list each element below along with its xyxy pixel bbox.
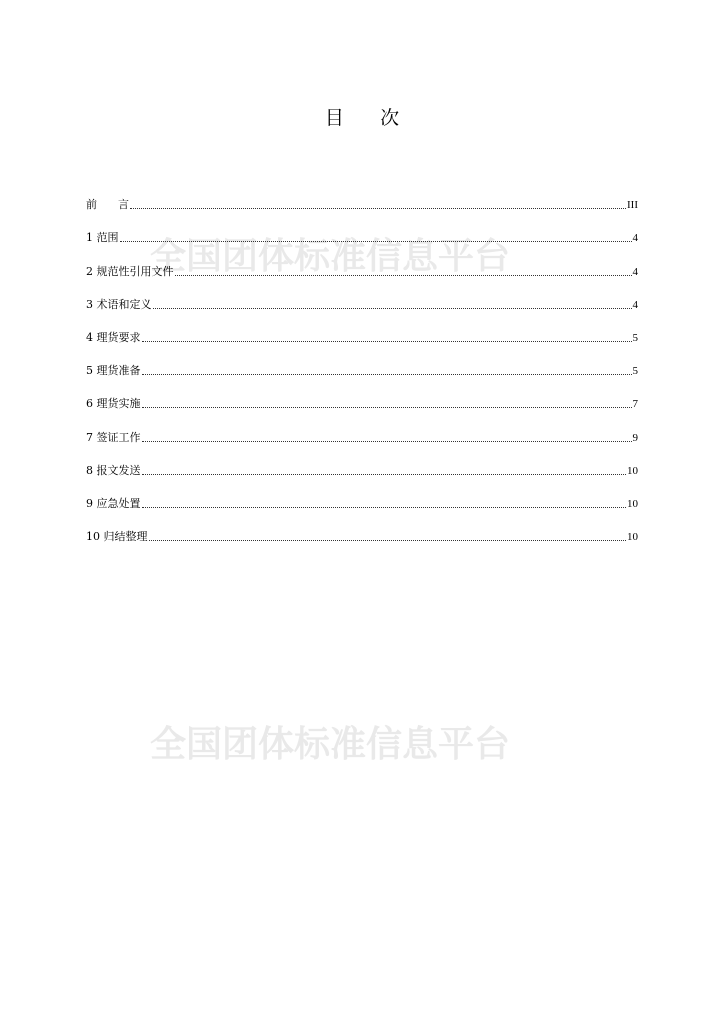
toc-page-number: 5 bbox=[632, 331, 638, 344]
toc-entry-label: 8 报文发送 bbox=[86, 463, 141, 477]
toc-page-number: 4 bbox=[632, 232, 638, 245]
toc-entry-label: 1 范围 bbox=[86, 231, 119, 245]
watermark-text: 全国团体标准信息平台 bbox=[150, 236, 511, 277]
toc-leader-dots bbox=[149, 540, 627, 541]
toc-leader-dots bbox=[142, 341, 632, 342]
toc-page-number: 4 bbox=[632, 298, 638, 311]
toc-entry-foreword[interactable] bbox=[86, 182, 638, 215]
toc-entry-normative-references[interactable] bbox=[86, 248, 638, 281]
toc-page-number: 10 bbox=[627, 531, 638, 544]
toc-entry-label: 3 术语和定义 bbox=[86, 297, 152, 311]
toc-entry-label: 前 言 bbox=[86, 198, 129, 212]
toc-leader-dots bbox=[142, 441, 632, 442]
toc-page-number: 10 bbox=[627, 464, 638, 477]
toc-leader-dots bbox=[153, 308, 632, 309]
toc-page-number: 7 bbox=[632, 398, 638, 411]
toc-page-number: 5 bbox=[632, 365, 638, 378]
toc-title: 目 次 bbox=[324, 107, 400, 129]
toc-entry-tally-requirements[interactable] bbox=[86, 315, 638, 348]
toc-entry-scope[interactable] bbox=[86, 215, 638, 248]
table-of-contents bbox=[86, 182, 638, 547]
toc-page-number: III bbox=[627, 199, 638, 212]
toc-entry-archiving[interactable] bbox=[86, 514, 638, 547]
toc-entry-label: 10 归结整理 bbox=[86, 530, 148, 544]
toc-entry-terms-definitions[interactable] bbox=[86, 282, 638, 315]
toc-page-number: 9 bbox=[632, 431, 638, 444]
toc-page-number: 4 bbox=[632, 265, 638, 278]
toc-leader-dots bbox=[142, 507, 627, 508]
toc-leader-dots bbox=[142, 474, 627, 475]
toc-entry-label: 2 规范性引用文件 bbox=[86, 264, 174, 278]
toc-page-number: 10 bbox=[627, 497, 638, 510]
toc-entry-certification-work[interactable] bbox=[86, 414, 638, 447]
toc-leader-dots bbox=[175, 275, 632, 276]
toc-entry-tally-preparation[interactable] bbox=[86, 348, 638, 381]
toc-entry-label: 7 签证工作 bbox=[86, 430, 141, 444]
toc-leader-dots bbox=[120, 241, 632, 242]
toc-leader-dots bbox=[142, 374, 632, 375]
toc-entry-tally-implementation[interactable] bbox=[86, 381, 638, 414]
toc-entry-message-sending[interactable] bbox=[86, 448, 638, 481]
toc-leader-dots bbox=[130, 208, 626, 209]
toc-leader-dots bbox=[142, 407, 632, 408]
toc-entry-label: 4 理货要求 bbox=[86, 330, 141, 344]
toc-entry-label: 5 理货准备 bbox=[86, 364, 141, 378]
toc-entry-emergency-handling[interactable] bbox=[86, 481, 638, 514]
watermark-text: 全国团体标准信息平台 bbox=[150, 724, 511, 765]
toc-entry-label: 6 理货实施 bbox=[86, 397, 141, 411]
toc-entry-label: 9 应急处置 bbox=[86, 496, 141, 510]
